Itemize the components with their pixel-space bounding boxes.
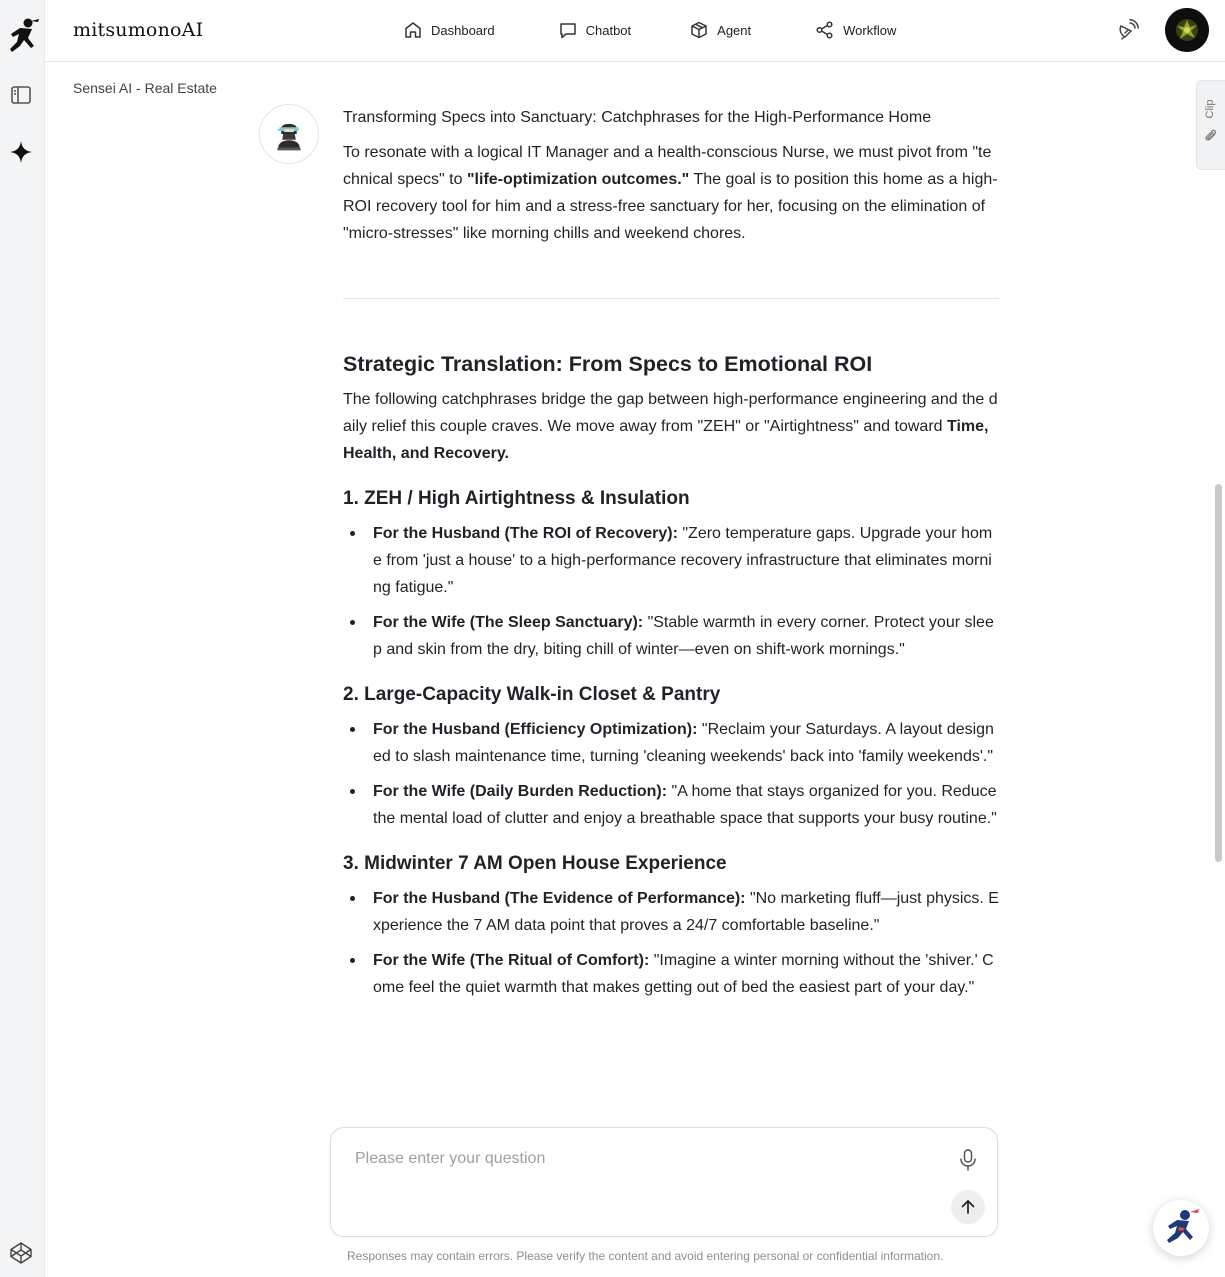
list-item-text: "No marketing fluff—just physics. Experience the 7 AM data point that proves a 24/7 comfortable baseline." [373, 890, 999, 934]
nav-dashboard-label: Dashboard [431, 22, 495, 38]
running-ninja-logo-icon[interactable] [4, 16, 40, 56]
cube-icon [689, 20, 709, 40]
list-item [343, 885, 999, 939]
disclaimer-text: Responses may contain errors. Please verify the content and avoid entering personal or confidential information. [347, 1249, 944, 1263]
send-button[interactable] [951, 1190, 985, 1224]
nav-chatbot[interactable] [558, 16, 632, 44]
list-item-label: For the Wife (Daily Burden Reduction): [373, 783, 668, 800]
list-item [343, 716, 999, 770]
lead-text-a: The following catchphrases bridge the gap between high-performance engineering and the daily relief this couple craves. We move away from "ZEH" or "Airtightness" and toward [343, 391, 998, 435]
home-icon [403, 20, 423, 40]
user-avatar[interactable] [1165, 8, 1209, 52]
clip-side-tab[interactable] [1196, 80, 1225, 170]
list-item-text: "Imagine a winter morning without the 'shiver.' Come feel the quiet warmth that makes getting out of bed the easiest part of your day." [373, 952, 994, 996]
list-item [343, 609, 999, 663]
paperclip-icon [1204, 129, 1219, 144]
top-bar [45, 0, 1225, 62]
list-item-text: "Reclaim your Saturdays. A layout designed to slash maintenance time, turning 'cleaning weekends' back into 'family weekends'." [373, 721, 994, 765]
list-item-label: For the Wife (The Sleep Sanctuary): [373, 614, 644, 631]
microphone-icon[interactable] [957, 1148, 979, 1172]
nav-workflow-label: Workflow [843, 22, 897, 38]
bullet-list [343, 885, 999, 1001]
subsection-heading: 3. Midwinter 7 AM Open House Experience [343, 853, 727, 874]
breadcrumb[interactable]: Sensei AI - Real Estate [73, 80, 217, 96]
list-item-text: "Zero temperature gaps. Upgrade your home from 'just a house' to a high-performance recovery infrastructure that eliminates morning fatigue." [373, 525, 993, 596]
lead-text-bold: Time, Health, and Recovery. [343, 418, 989, 462]
share-nodes-icon [815, 20, 835, 40]
intro-text-c: The goal is to position this home as a high-ROI recovery tool for him and a stress-free sanctuary for her, focusing on the elimination of "micro-stresses" like morning chills and weekend chores. [343, 171, 998, 242]
bot-avatar [259, 104, 319, 164]
list-item-label: For the Husband (Efficiency Optimization): [373, 721, 698, 738]
satellite-dish-icon[interactable] [1116, 18, 1140, 42]
bullet-list [343, 716, 999, 832]
nav-chatbot-label: Chatbot [585, 22, 632, 38]
nav-agent-label: Agent [717, 22, 752, 38]
message-title: Transforming Specs into Sanctuary: Catchphrases for the High-Performance Home [343, 109, 932, 126]
divider [343, 298, 999, 299]
chat-bubble-icon [558, 20, 578, 40]
intro-text-bold: "life-optimization outcomes." [466, 171, 690, 188]
subsection-heading: 2. Large-Capacity Walk-in Closet & Pantry [343, 684, 721, 705]
assistant-fab-ninja-icon[interactable] [1153, 1200, 1209, 1256]
list-item-label: For the Wife (The Ritual of Comfort): [373, 952, 650, 969]
toggle-sidebar-icon[interactable] [9, 83, 33, 107]
clip-label: Clip [1204, 99, 1216, 119]
scrollbar-thumb[interactable] [1215, 484, 1222, 862]
list-item [343, 947, 999, 1001]
section-heading: Strategic Translation: From Specs to Emotional ROI [343, 352, 873, 376]
left-rail [0, 0, 45, 1277]
intro-text-a: To resonate with a logical IT Manager and a health-conscious Nurse, we must pivot from "technical specs" to [343, 144, 992, 188]
nav-workflow[interactable] [815, 16, 896, 44]
lead-paragraph [343, 386, 999, 467]
subsection-heading: 1. ZEH / High Airtightness & Insulation [343, 488, 690, 509]
nav-dashboard[interactable] [403, 16, 495, 44]
nav-agent[interactable] [689, 16, 751, 44]
main-nav [403, 16, 896, 44]
intro-paragraph [343, 139, 999, 247]
arrow-up-icon [958, 1197, 978, 1217]
assistant-message [343, 104, 999, 1001]
question-input[interactable] [355, 1150, 935, 1220]
list-item-text: "Stable warmth in every corner. Protect your sleep and skin from the dry, biting chill of winter—even on shift-work mornings." [373, 614, 994, 658]
bullet-list [343, 520, 999, 663]
list-item-text: "A home that stays organized for you. Reduce the mental load of clutter and enjoy a breathable space that supports your busy routine." [373, 783, 997, 827]
chat-input-box [330, 1127, 998, 1237]
list-item [343, 778, 999, 832]
list-item [343, 520, 999, 601]
list-item-label: For the Husband (The ROI of Recovery): [373, 525, 678, 542]
codepen-icon[interactable] [8, 1240, 34, 1266]
list-item-label: For the Husband (The Evidence of Performance): [373, 890, 746, 907]
sparkle-icon[interactable] [8, 139, 34, 165]
brand-name[interactable]: mitsumonoAI [73, 19, 204, 41]
